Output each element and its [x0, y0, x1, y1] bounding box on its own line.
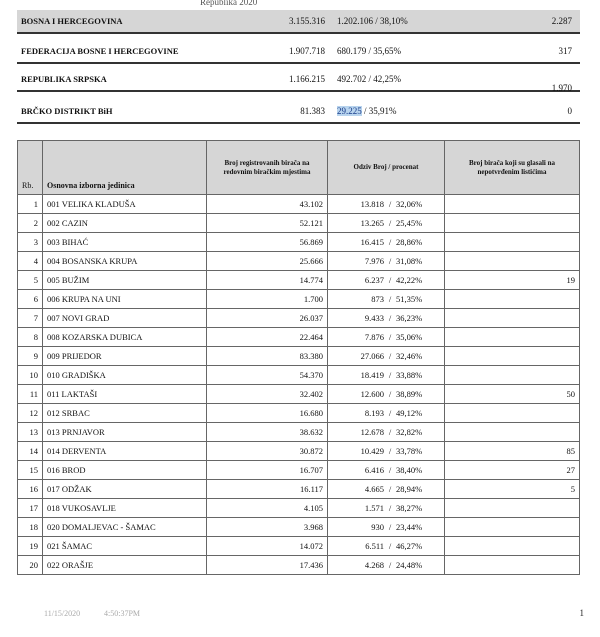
summary-row-brcko [17, 100, 580, 124]
summary-registered: 1.907.718 [289, 46, 325, 56]
row-registered: 43.102 [207, 195, 328, 214]
table-row [18, 442, 580, 461]
row-unit: 006 KRUPA NA UNI [43, 290, 207, 309]
row-registered: 25.666 [207, 252, 328, 271]
row-number: 11 [18, 385, 43, 404]
table-row [18, 480, 580, 499]
row-number: 9 [18, 347, 43, 366]
row-spoiled [445, 214, 580, 233]
row-unit: 022 ORAŠJE [43, 556, 207, 575]
table-row [18, 423, 580, 442]
row-turnout: 6.237 / 42,22% [328, 271, 445, 290]
summary-registered: 3.155.316 [289, 16, 325, 26]
print-date: 11/15/2020 [44, 609, 81, 618]
row-unit: 014 DERVENTA [43, 442, 207, 461]
row-spoiled [445, 518, 580, 537]
row-unit: 004 BOSANSKA KRUPA [43, 252, 207, 271]
header-rb: Rb. [18, 141, 43, 195]
print-time: 4:50:37PM [104, 609, 141, 618]
table-row [18, 271, 580, 290]
table-row [18, 214, 580, 233]
summary-row-bih [17, 10, 580, 34]
row-turnout: 9.433 / 36,23% [328, 309, 445, 328]
row-turnout: 13.818 / 32,06% [328, 195, 445, 214]
row-registered: 3.968 [207, 518, 328, 537]
row-registered: 22.464 [207, 328, 328, 347]
row-turnout: 7.976 / 31,08% [328, 252, 445, 271]
summary-row-fbih [17, 40, 580, 64]
row-unit: 009 PRIJEDOR [43, 347, 207, 366]
row-number: 10 [18, 366, 43, 385]
row-number: 16 [18, 480, 43, 499]
summary-turnout: 1.202.106 / 38,10% [337, 16, 408, 26]
row-turnout: 13.265 / 25,45% [328, 214, 445, 233]
row-unit: 007 NOVI GRAD [43, 309, 207, 328]
row-number: 18 [18, 518, 43, 537]
row-unit: 003 BIHAĆ [43, 233, 207, 252]
row-number: 15 [18, 461, 43, 480]
row-turnout: 18.419 / 33,88% [328, 366, 445, 385]
table-row [18, 404, 580, 423]
row-registered: 56.869 [207, 233, 328, 252]
header-turnout: Odziv Broj / procenat [328, 141, 445, 195]
table-row [18, 537, 580, 556]
table-row [18, 328, 580, 347]
row-registered: 1.700 [207, 290, 328, 309]
summary-name: BOSNA I HERCEGOVINA [21, 16, 123, 26]
results-table [17, 140, 580, 575]
row-unit: 021 ŠAMAC [43, 537, 207, 556]
row-number: 4 [18, 252, 43, 271]
summary-spoiled: 0 [567, 106, 572, 116]
row-spoiled [445, 404, 580, 423]
row-number: 1 [18, 195, 43, 214]
clipped-page-header: Republika 2020 [200, 0, 258, 7]
table-row [18, 499, 580, 518]
row-unit: 010 GRADIŠKA [43, 366, 207, 385]
summary-turnout: 680.179 / 35,65% [337, 46, 402, 56]
row-registered: 26.037 [207, 309, 328, 328]
table-row [18, 385, 580, 404]
summary-name: REPUBLIKA SRPSKA [21, 74, 107, 84]
row-spoiled: 85 [445, 442, 580, 461]
page-number: 1 [579, 608, 584, 618]
summary-row-rs [17, 68, 580, 92]
row-unit: 001 VELIKA KLADUŠA [43, 195, 207, 214]
row-unit: 020 DOMALJEVAC - ŠAMAC [43, 518, 207, 537]
row-registered: 30.872 [207, 442, 328, 461]
row-turnout: 12.678 / 32,82% [328, 423, 445, 442]
row-registered: 17.436 [207, 556, 328, 575]
summary-turnout: 29.225 / 35,91% [337, 106, 397, 116]
row-spoiled [445, 556, 580, 575]
row-number: 5 [18, 271, 43, 290]
row-number: 17 [18, 499, 43, 518]
row-number: 3 [18, 233, 43, 252]
table-row [18, 233, 580, 252]
row-number: 13 [18, 423, 43, 442]
row-spoiled [445, 499, 580, 518]
row-number: 6 [18, 290, 43, 309]
table-row [18, 195, 580, 214]
row-registered: 16.680 [207, 404, 328, 423]
row-number: 19 [18, 537, 43, 556]
row-unit: 018 VUKOSAVLJE [43, 499, 207, 518]
row-spoiled [445, 252, 580, 271]
table-row [18, 461, 580, 480]
table-row [18, 347, 580, 366]
row-number: 14 [18, 442, 43, 461]
row-unit: 016 BROD [43, 461, 207, 480]
row-registered: 14.774 [207, 271, 328, 290]
row-spoiled: 5 [445, 480, 580, 499]
row-registered: 4.105 [207, 499, 328, 518]
row-turnout: 8.193 / 49,12% [328, 404, 445, 423]
row-number: 7 [18, 309, 43, 328]
row-spoiled: 50 [445, 385, 580, 404]
row-turnout: 1.571 / 38,27% [328, 499, 445, 518]
summary-name: BRČKO DISTRIKT BiH [21, 106, 113, 116]
row-registered: 32.402 [207, 385, 328, 404]
summary-name: FEDERACIJA BOSNE I HERCEGOVINE [21, 46, 179, 56]
summary-registered: 1.166.215 [289, 74, 325, 84]
row-spoiled [445, 233, 580, 252]
row-registered: 16.117 [207, 480, 328, 499]
row-unit: 013 PRNJAVOR [43, 423, 207, 442]
row-turnout: 6.511 / 46,27% [328, 537, 445, 556]
summary-turnout: 492.702 / 42,25% [337, 74, 402, 84]
row-unit: 017 ODŽAK [43, 480, 207, 499]
row-spoiled [445, 309, 580, 328]
row-registered: 54.370 [207, 366, 328, 385]
row-turnout: 6.416 / 38,40% [328, 461, 445, 480]
row-registered: 16.707 [207, 461, 328, 480]
row-turnout: 4.268 / 24,48% [328, 556, 445, 575]
table-row [18, 309, 580, 328]
table-row [18, 518, 580, 537]
row-registered: 38.632 [207, 423, 328, 442]
row-unit: 008 KOZARSKA DUBICA [43, 328, 207, 347]
header-unit: Osnovna izborna jedinica [43, 141, 207, 195]
row-registered: 52.121 [207, 214, 328, 233]
header-registered: Broj registrovanih birača na redovnim biračkim mjestima [207, 141, 328, 195]
table-row [18, 556, 580, 575]
row-registered: 14.072 [207, 537, 328, 556]
row-number: 2 [18, 214, 43, 233]
row-turnout: 7.876 / 35,06% [328, 328, 445, 347]
row-spoiled: 27 [445, 461, 580, 480]
table-row [18, 290, 580, 309]
table-body [18, 195, 580, 575]
row-number: 12 [18, 404, 43, 423]
row-unit: 002 CAZIN [43, 214, 207, 233]
row-turnout: 10.429 / 33,78% [328, 442, 445, 461]
highlighted-value: 29.225 [337, 106, 362, 116]
row-unit: 012 SRBAC [43, 404, 207, 423]
summary-spoiled: 317 [558, 46, 572, 56]
row-spoiled [445, 328, 580, 347]
header-spoiled: Broj birača koji su glasali na nepotvrđenim listićima [445, 141, 580, 195]
row-turnout: 12.600 / 38,89% [328, 385, 445, 404]
row-spoiled [445, 423, 580, 442]
row-unit: 005 BUŽIM [43, 271, 207, 290]
row-spoiled [445, 366, 580, 385]
row-spoiled [445, 537, 580, 556]
row-turnout: 4.665 / 28,94% [328, 480, 445, 499]
row-spoiled: 19 [445, 271, 580, 290]
row-spoiled [445, 195, 580, 214]
table-row [18, 366, 580, 385]
row-number: 8 [18, 328, 43, 347]
row-turnout: 27.066 / 32,46% [328, 347, 445, 366]
row-spoiled [445, 290, 580, 309]
row-number: 20 [18, 556, 43, 575]
row-unit: 011 LAKTAŠI [43, 385, 207, 404]
table-row [18, 252, 580, 271]
row-spoiled [445, 347, 580, 366]
row-turnout: 873 / 51,35% [328, 290, 445, 309]
summary-spoiled: 2.287 [551, 16, 572, 26]
summary-registered: 81.383 [300, 106, 325, 116]
table-header-row [18, 141, 580, 195]
row-turnout: 930 / 23,44% [328, 518, 445, 537]
summary-spoiled: 1.970 [551, 83, 572, 93]
row-turnout: 16.415 / 28,86% [328, 233, 445, 252]
row-registered: 83.380 [207, 347, 328, 366]
